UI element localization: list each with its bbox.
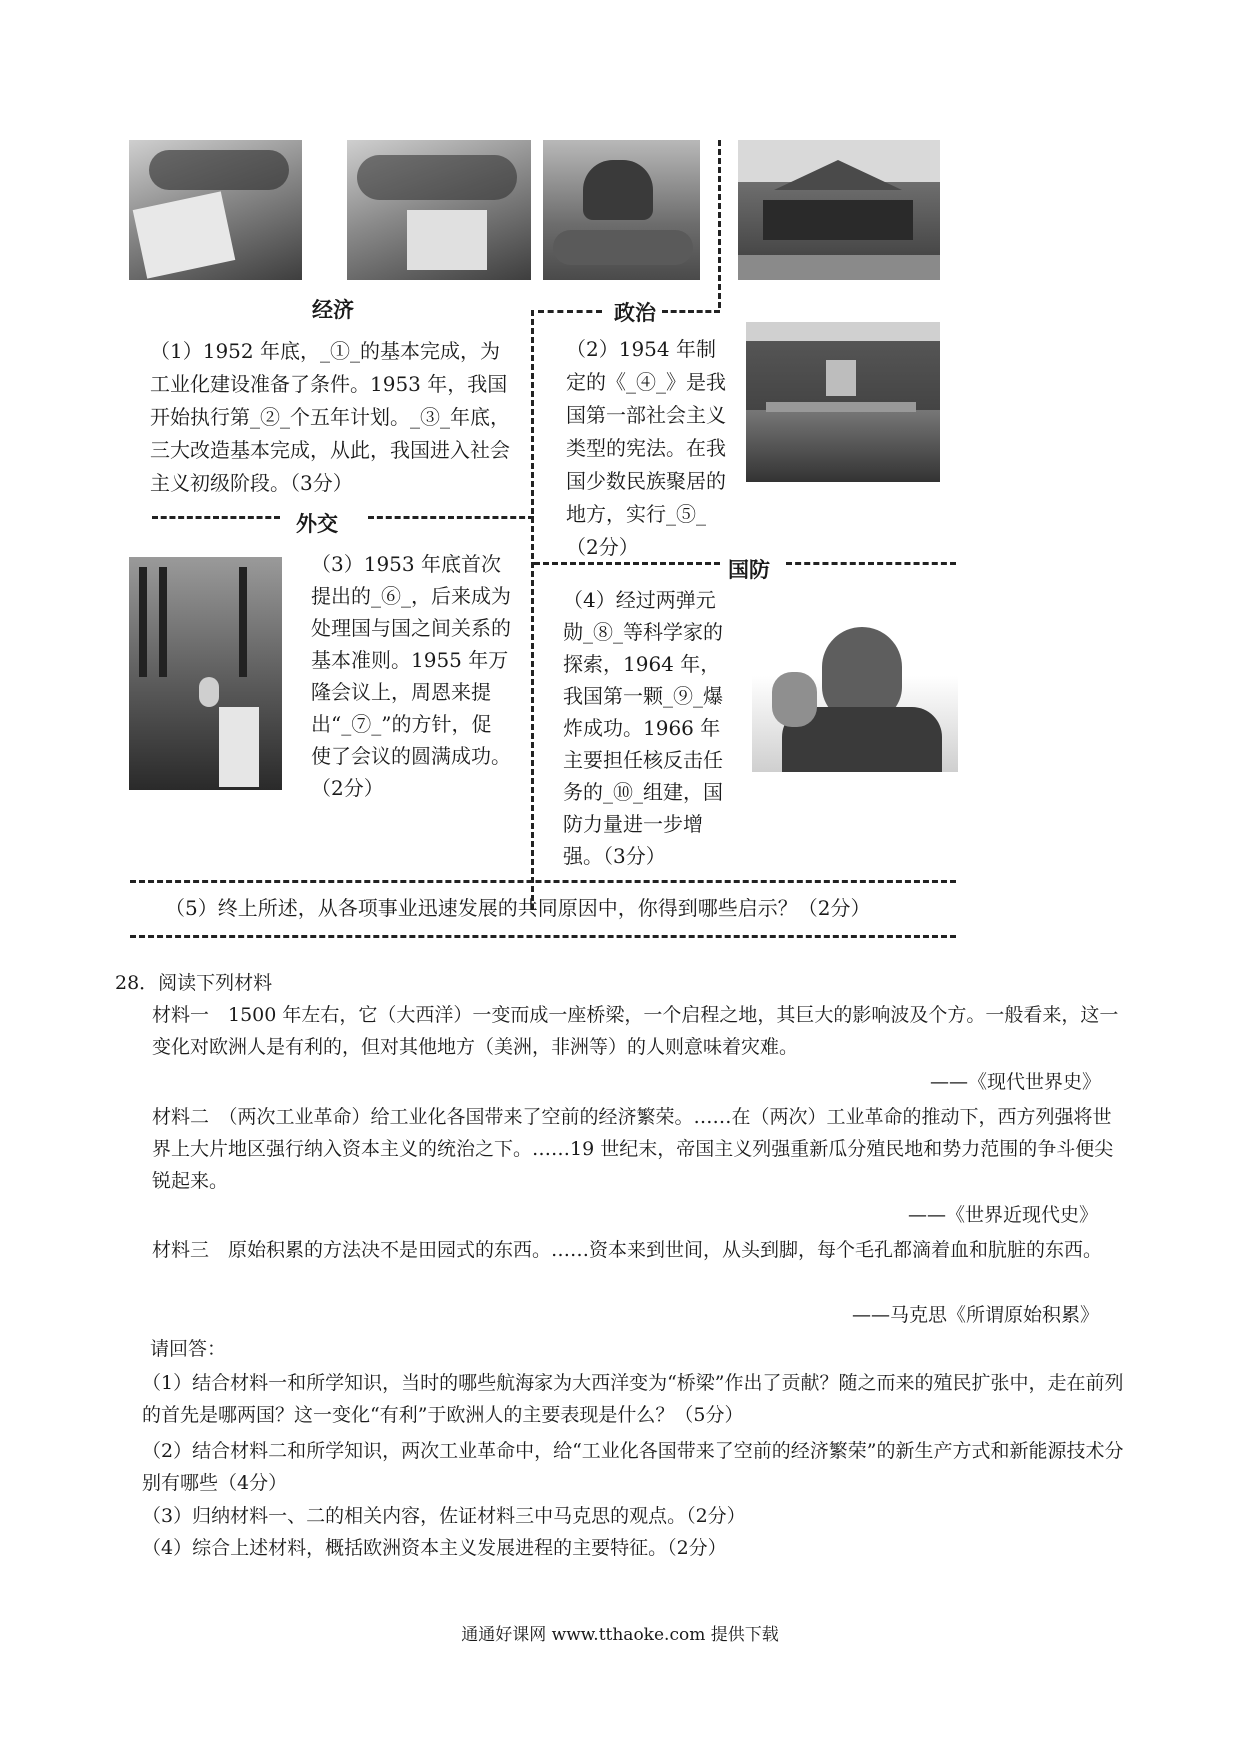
material-1-source: ——《现代世界史》 xyxy=(930,1071,1102,1093)
divider-top-right-vertical xyxy=(718,140,721,308)
section-title-diplomacy: 外交 xyxy=(296,511,338,536)
question-28-heading: 28．阅读下列材料 xyxy=(115,972,273,994)
answer-item-4: （4）综合上述材料，概括欧洲资本主义发展进程的主要特征。（2分） xyxy=(142,1537,727,1559)
photo-soldier-crawling xyxy=(543,140,700,280)
photo-land-reform-crowd xyxy=(129,140,302,280)
section-title-politics: 政治 xyxy=(614,300,656,325)
photo-peoples-congress-meeting xyxy=(746,322,940,482)
material-3: 材料三 原始积累的方法决不是田园式的东西。……资本来到世间，从头到脚，每个毛孔都滴着血和肮脏的东西。 xyxy=(152,1239,1103,1261)
defense-text: （4）经过两弹元勋_⑧_等科学家的探索，1964 年，我国第一颗_⑨_爆炸成功。1966 年主要担任核反击任务的_⑩_组建，国防力量进一步增强。（3分） xyxy=(563,588,723,868)
politics-text: （2）1954 年制定的《_④_》是我国第一部社会主义类型的宪法。在我国少数民族聚居的地方，实行_⑤_（2分） xyxy=(566,337,726,559)
divider-q5-bottom xyxy=(130,935,956,938)
divider-politics-top xyxy=(538,310,602,313)
answer-item-2: （2）结合材料二和所学知识，两次工业革命中，给“工业化各国带来了空前的经济繁荣”的新生产方式和新能源技术分别有哪些（4分） xyxy=(142,1440,1124,1494)
photo-bandung-conference-speech xyxy=(129,557,282,790)
divider-center-vertical xyxy=(531,310,534,910)
photo-scientist-portrait xyxy=(752,612,958,772)
photo-people-reading-document xyxy=(347,140,531,280)
divider-defense-left xyxy=(534,562,720,565)
answer-prompt: 请回答： xyxy=(150,1338,227,1360)
diplomacy-text: （3）1953 年底首次提出的_⑥_，后来成为处理国与国之间关系的基本准则。1955 年万隆会议上，周恩来提出“_⑦_”的方针，促使了会议的圆满成功。（2分） xyxy=(311,552,511,800)
question-5: （5）终上所述，从各项事业迅速发展的共同原因中，你得到哪些启示？（2分） xyxy=(165,896,871,920)
material-2: 材料二 （两次工业革命）给工业化各国带来了空前的经济繁荣。……在（两次）工业革命的推动下，西方列强将世界上大片地区强行纳入资本主义的统治之下。……19 世纪末，帝国主义列强重新瓜分殖民地和势力范围的争斗便尖锐起来。 xyxy=(152,1106,1114,1192)
question-28 xyxy=(115,967,1130,999)
section-title-economy: 经济 xyxy=(312,297,354,322)
material-3-source: ——马克思《所谓原始积累》 xyxy=(852,1304,1100,1326)
divider-diplomacy-left xyxy=(152,516,280,519)
divider-diplomacy-right xyxy=(368,516,534,519)
answer-item-3: （3）归纳材料一、二的相关内容，佐证材料三中马克思的观点。（2分） xyxy=(142,1505,746,1527)
section-title-defense: 国防 xyxy=(728,557,770,582)
photo-assembly-hall-building xyxy=(738,140,940,280)
page-footer: 通通好课网 www.tthaoke.com 提供下载 xyxy=(461,1625,779,1645)
divider-politics-top-right xyxy=(662,310,720,313)
answer-item-1: （1）结合材料一和所学知识，当时的哪些航海家为大西洋变为“桥梁”作出了贡献？随之而来的殖民扩张中，走在前列的首先是哪两国？这一变化“有利”于欧洲人的主要表现是什么？（5分） xyxy=(142,1372,1124,1426)
divider-q5-top xyxy=(130,880,956,883)
divider-defense-right xyxy=(786,562,956,565)
material-2-source: ——《世界近现代史》 xyxy=(908,1204,1099,1226)
material-1: 材料一 1500 年左右，它（大西洋）一变而成一座桥梁，一个启程之地，其巨大的影响波及个方。一般看来，这一变化对欧洲人是有利的，但对其他地方（美洲，非洲等）的人则意味着灾难。 xyxy=(152,1004,1119,1058)
economy-text: （1）1952 年底，_①_的基本完成，为工业化建设准备了条件。1953 年，我国开始执行第_②_个五年计划。_③_年底，三大改造基本完成，从此，我国进入社会主义初级阶段。（3分） xyxy=(150,339,510,495)
